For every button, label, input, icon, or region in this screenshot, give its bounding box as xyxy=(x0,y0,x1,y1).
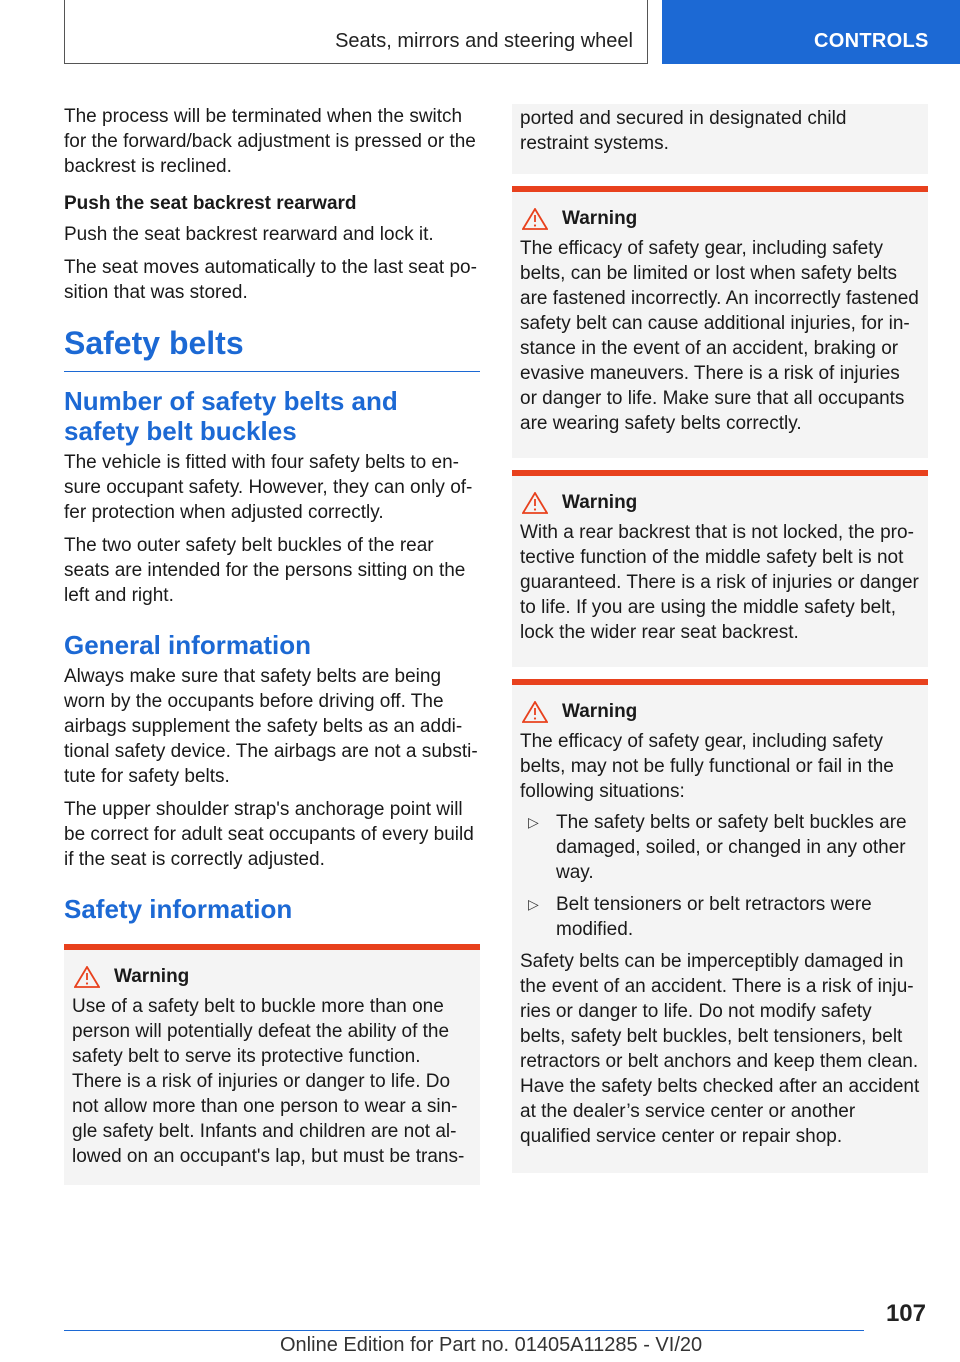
list-item: ▷ Belt tensioners or belt retractors were modified. xyxy=(528,894,872,940)
paragraph: The two outer safety belt buckles of the rear seats are intended for the persons sitting on the left and right. xyxy=(64,535,466,606)
warning-box-continued xyxy=(512,104,928,174)
footer-divider xyxy=(64,1330,864,1331)
subheading-bold: Push the seat backrest rearward xyxy=(64,193,357,214)
header-chapter-tab[interactable] xyxy=(662,0,960,64)
paragraph: The process will be terminated when the switch for the forward/back adjustment is pressed or the backrest is reclined. xyxy=(64,106,476,177)
paragraph: Always make sure that safety belts are being worn by the occupants before driving off. The airbags supplement the safety belts as an additional safety device. The airbags are not a substitute for safety belts. xyxy=(64,666,478,787)
warning-title: Warning xyxy=(562,701,638,722)
warning-title: Warning xyxy=(562,492,638,513)
triangle-bullet-icon: ▷ xyxy=(528,896,539,912)
section-title: Seats, mirrors and steering wheel xyxy=(335,30,633,52)
left-column xyxy=(64,104,480,1185)
warning-box xyxy=(512,679,928,1173)
header-section-box xyxy=(64,0,648,64)
warning-title: Warning xyxy=(562,208,638,229)
paragraph: The seat moves automatically to the last seat position that was stored. xyxy=(64,257,477,303)
warning-text: The efficacy of safety gear, including safety belts, can be limited or lost when safety belts are fastened incorrectly. An incorrectly fastened safety belt can cause additional injuries, for instance in the event of an accident, braking or evasive maneuvers. There is a risk of injuries or danger to life. Make sure that all occupants are wearing safety belts correctly. xyxy=(520,238,919,434)
bullet-list xyxy=(520,810,920,942)
edition-footer: Online Edition for Part no. 01405A11285 - VI/20 xyxy=(280,1334,703,1356)
warning-text: The efficacy of safety gear, including safety belts, may not be fully functional or fail in the following situations: xyxy=(520,731,894,802)
list-item: ▷ The safety belts or safety belt buckles are damaged, soiled, or changed in any other way. xyxy=(528,812,907,883)
triangle-bullet-icon: ▷ xyxy=(528,814,539,830)
warning-triangle-icon xyxy=(522,701,548,723)
subsection-heading: Number of safety belts and safety belt buckles xyxy=(64,386,398,446)
warning-triangle-icon xyxy=(522,492,548,514)
subsection-heading: Safety information xyxy=(64,894,293,924)
warning-box xyxy=(64,944,480,1185)
warning-triangle-icon xyxy=(74,966,100,988)
warning-text: With a rear backrest that is not locked, the protective function of the middle safety belt is not guaranteed. There is a risk of injuries or danger to life. If you are using the middle safety belt, lock the wider rear seat backrest. xyxy=(520,522,919,643)
chapter-title: CONTROLS xyxy=(814,30,929,52)
right-column xyxy=(512,104,928,1173)
warning-box xyxy=(512,186,928,458)
paragraph: The upper shoulder strap's anchorage point will be correct for adult seat occupants of every build if the seat is correctly adjusted. xyxy=(64,799,474,870)
paragraph: Push the seat backrest rearward and lock it. xyxy=(64,224,434,245)
paragraph: The vehicle is fitted with four safety belts to ensure occupant safety. However, they can only offer protection when adjusted correctly. xyxy=(64,452,473,523)
warning-triangle-icon xyxy=(522,208,548,230)
warning-text: Safety belts can be imperceptibly damaged in the event of an accident. There is a risk of injuries or danger to life. Do not modify safety belts, safety belt buckles, belt tensioners, belt retractors or belt anchors and keep them clean. Have the safety belts checked after an accident at the dealer’s service center or another qualified service center or repair shop. xyxy=(520,951,920,1147)
warning-text: Use of a safety belt to buckle more than one person will potentially defeat the ability of the safety belt to serve its protective function. There is a risk of injuries or danger to life. Do not allow more than one person to wear a single safety belt. Infants and children are not allowed on an occupant's lap, but must be trans- xyxy=(72,996,465,1167)
section-heading: Safety belts xyxy=(64,323,480,372)
subsection-heading: General information xyxy=(64,630,312,660)
warning-title: Warning xyxy=(114,966,190,987)
warning-text: ported and secured in designated child restraint systems. xyxy=(520,108,847,154)
page-number: 107 xyxy=(885,1300,926,1327)
warning-box xyxy=(512,470,928,667)
